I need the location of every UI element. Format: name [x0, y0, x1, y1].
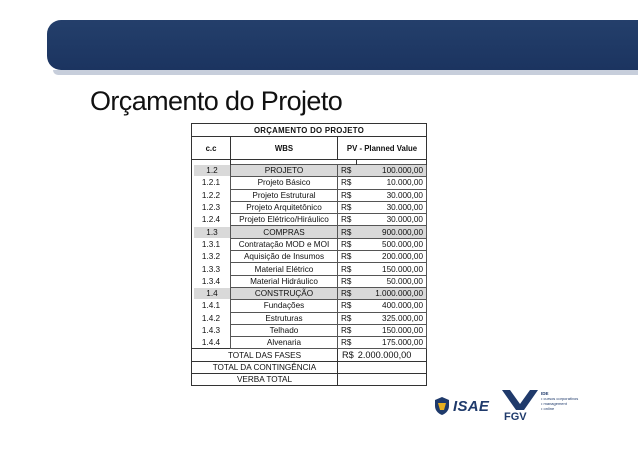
cell-wbs: Projeto Básico	[231, 177, 338, 189]
table-row	[192, 300, 427, 312]
budget-table	[191, 123, 427, 386]
cell-cost-center: 1.4	[194, 288, 230, 299]
cell-planned-value: 500.000,00	[357, 238, 427, 250]
isae-logo	[433, 395, 489, 417]
cell-currency: R$	[338, 263, 357, 275]
table-row	[192, 189, 427, 201]
cell-wbs: Contratação MOD e MOI	[231, 238, 338, 250]
cell-planned-value: 30.000,00	[357, 214, 427, 226]
cell-currency: R$	[338, 165, 357, 177]
cell-planned-value: 325.000,00	[357, 312, 427, 324]
cell-wbs: Material Hidráulico	[231, 275, 338, 287]
table-group-row	[192, 287, 427, 299]
fgv-sub-line: • management	[541, 401, 567, 406]
cell-planned-value: 30.000,00	[357, 201, 427, 213]
total-amount: 2.000.000,00	[357, 349, 412, 360]
cell-wbs: Alvenaria	[231, 337, 338, 349]
cell-currency: R$	[338, 214, 357, 226]
cell-wbs: Aquisição de Insumos	[231, 251, 338, 263]
cell-planned-value: 30.000,00	[357, 189, 427, 201]
header-wbs: WBS	[231, 137, 338, 160]
cell-wbs: Projeto Elétrico/Hiráulico	[231, 214, 338, 226]
table-title: ORÇAMENTO DO PROJETO	[192, 124, 427, 137]
isae-emblem-icon	[433, 396, 451, 416]
cell-planned-value: 150.000,00	[357, 263, 427, 275]
total-value-empty	[338, 361, 427, 373]
cell-currency: R$	[338, 312, 357, 324]
cell-currency: R$	[338, 251, 357, 263]
table-group-row	[192, 165, 427, 177]
table-row	[192, 312, 427, 324]
cell-cost-center: 1.4.4	[201, 338, 221, 348]
cell-cost-center: 1.3.2	[201, 252, 221, 262]
table-row	[192, 324, 427, 336]
fgv-emblem-icon	[500, 388, 540, 412]
cell-planned-value: 100.000,00	[357, 165, 427, 177]
total-value-empty	[338, 374, 427, 386]
cell-cost-center: 1.4.2	[201, 313, 221, 323]
cell-currency: R$	[338, 324, 357, 336]
table-row	[192, 177, 427, 189]
table-row	[192, 238, 427, 250]
cell-cost-center: 1.2	[194, 165, 230, 176]
cell-cost-center: 1.3.1	[201, 239, 221, 249]
cell-cost-center: 1.4.1	[201, 301, 221, 311]
total-value	[338, 349, 427, 361]
cell-wbs: Fundações	[231, 300, 338, 312]
cell-currency: R$	[338, 238, 357, 250]
cell-wbs: Material Elétrico	[231, 263, 338, 275]
cell-planned-value: 200.000,00	[357, 251, 427, 263]
table-row	[192, 337, 427, 349]
slide-title: Orçamento do Projeto	[90, 86, 343, 116]
cell-cost-center: 1.2.2	[201, 190, 221, 200]
fgv-sub-line: • online	[541, 406, 555, 411]
cell-cost-center: 1.2.4	[201, 215, 221, 225]
fgv-sub-line: • cursos corporativos	[541, 396, 579, 401]
table-row	[192, 214, 427, 226]
header-band	[47, 20, 638, 70]
cell-planned-value: 400.000,00	[357, 300, 427, 312]
table-total-row	[192, 374, 427, 386]
total-currency: R$	[342, 349, 354, 360]
cell-wbs: CONSTRUÇÃO	[231, 287, 338, 299]
cell-currency: R$	[338, 300, 357, 312]
cell-wbs: Telhado	[231, 324, 338, 336]
cell-planned-value: 10.000,00	[357, 177, 427, 189]
cell-currency: R$	[338, 275, 357, 287]
table-row	[192, 263, 427, 275]
cell-wbs: Projeto Estrutural	[231, 189, 338, 201]
cell-planned-value: 900.000,00	[357, 226, 427, 238]
fgv-subtitle	[541, 391, 591, 411]
cell-wbs: Estruturas	[231, 312, 338, 324]
cell-planned-value: 175.000,00	[357, 337, 427, 349]
cell-currency: R$	[338, 287, 357, 299]
isae-logo-text: ISAE	[453, 397, 490, 415]
total-label: VERBA TOTAL	[192, 374, 338, 386]
header-planned-value: PV - Planned Value	[338, 137, 427, 160]
table-total-row	[192, 361, 427, 373]
total-label: TOTAL DAS FASES	[192, 349, 338, 361]
table-total-row	[192, 349, 427, 361]
cell-cost-center: 1.2.3	[201, 203, 221, 213]
fgv-logo	[500, 388, 540, 424]
cell-cost-center: 1.3.3	[201, 264, 221, 274]
total-label: TOTAL DA CONTINGÊNCIA	[192, 361, 338, 373]
fgv-logo-text: FGV	[504, 411, 527, 423]
table-row	[192, 275, 427, 287]
cell-cost-center: 1.3	[194, 227, 230, 238]
cell-wbs: COMPRAS	[231, 226, 338, 238]
cell-cost-center: 1.4.3	[201, 326, 221, 335]
cell-planned-value: 1.000.000,00	[357, 287, 427, 299]
table-row	[192, 251, 427, 263]
cell-planned-value: 150.000,00	[357, 324, 427, 336]
cell-planned-value: 50.000,00	[357, 275, 427, 287]
cell-currency: R$	[338, 177, 357, 189]
cell-currency: R$	[338, 226, 357, 238]
cell-currency: R$	[338, 189, 357, 201]
cell-cost-center: 1.3.4	[201, 276, 221, 286]
table-group-row	[192, 226, 427, 238]
header-cc: c.c	[192, 137, 231, 160]
cell-cost-center: 1.2.1	[201, 178, 221, 188]
cell-currency: R$	[338, 201, 357, 213]
fgv-sub-line: IDE	[541, 391, 549, 396]
table-row	[192, 201, 427, 213]
cell-wbs: Projeto Arquitetônico	[231, 201, 338, 213]
cell-wbs: PROJETO	[231, 165, 338, 177]
cell-currency: R$	[338, 337, 357, 349]
